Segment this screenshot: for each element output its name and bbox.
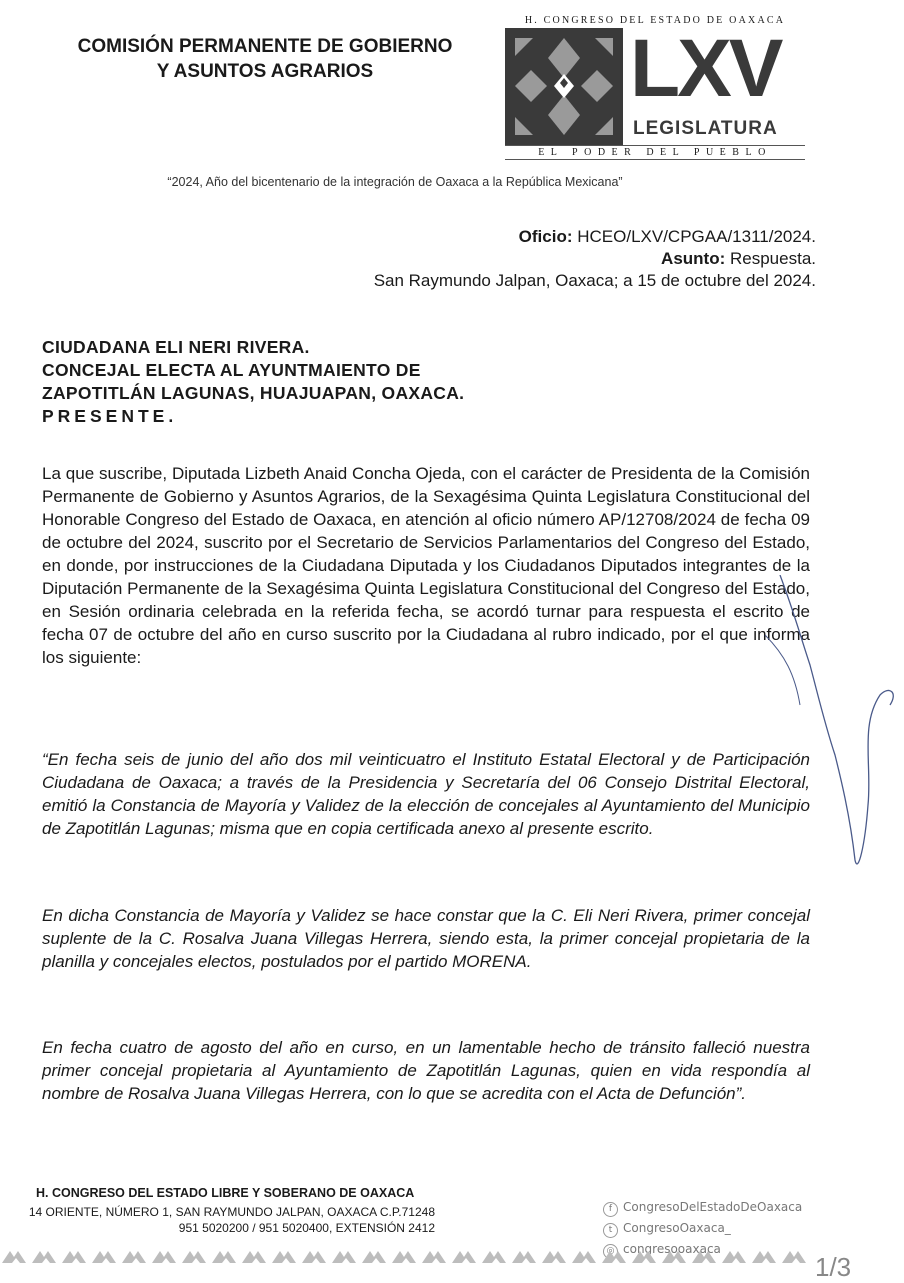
- quote-paragraph-2: En dicha Constancia de Mayoría y Validez se hace constar que la C. Eli Neri Rivera, primer concejal suplente de la C. Rosalva Juana Villegas Herrera, siendo esta, la primer concejal propietaria de la planilla y concejales electos, postulados por el partido MORENA.: [42, 906, 810, 971]
- quote-paragraph-3: En fecha cuatro de agosto del año en curso, en un lamentable hecho de tránsito falleció nuestra primer concejal propietaria al Ayuntamiento de Zapotitlán Lagunas, quien en vida respondía al nombre de Rosalva Juana Villegas Herrera, con lo que se acredita con el Acta de Defunción”.: [42, 1038, 810, 1103]
- year-motto: “2024, Año del bicentenario de la integración de Oaxaca a la República Mexicana”: [167, 175, 623, 189]
- oficio-line: [374, 226, 816, 248]
- addressee-location: ZAPOTITLÁN LAGUNAS, HUAJUAPAN, OAXACA.: [42, 383, 465, 403]
- twitter-icon: t: [603, 1223, 618, 1238]
- asunto-line: [374, 248, 816, 270]
- footer-address-block: [20, 1204, 435, 1236]
- page-number: 1/3: [815, 1252, 852, 1282]
- asunto-label: Asunto:: [661, 249, 726, 268]
- oficio-value: HCEO/LXV/CPGAA/1311/2024.: [577, 227, 816, 246]
- quote-paragraph-1: “En fecha seis de junio del año dos mil veinticuatro el Instituto Estatal Electoral y de Participación Ciudadana de Oaxaca; a través de la Presidencia y Secretaría del 06 Consejo Distrital Electoral, emitió la Constancia de Mayoría y Validez de la elección de concejales al Ayuntamiento del Municipio de Zapotitlán Lagunas; misma que en copia certificada anexo al presente escrito.: [42, 750, 810, 838]
- logo-word: LEGISLATURA: [633, 118, 778, 139]
- addressee-title: CONCEJAL ELECTA AL AYUNTMAIENTO DE: [42, 360, 421, 380]
- twitter-handle: CongresoOaxaca_: [623, 1221, 731, 1235]
- footer-pattern: [0, 1247, 810, 1267]
- addressee-presente: PRESENTE.: [42, 406, 178, 426]
- facebook-handle: CongresoDelEstadoDeOaxaca: [623, 1200, 803, 1214]
- footer-phones: 951 5020200 / 951 5020400, EXTENSIÓN 2412: [178, 1221, 435, 1235]
- commission-line-2: Y ASUNTOS AGRARIOS: [156, 61, 374, 82]
- logo-bottom-text: EL PODER DEL PUEBLO: [505, 145, 805, 160]
- commission-line-1: COMISIÓN PERMANENTE DE GOBIERNO: [77, 36, 453, 57]
- addressee-name: CIUDADANA ELI NERI RIVERA.: [42, 337, 310, 357]
- commission-title: [30, 34, 500, 84]
- place-date: San Raymundo Jalpan, Oaxaca; a 15 de octubre del 2024.: [373, 271, 816, 290]
- asunto-value: Respuesta.: [730, 249, 816, 268]
- logo-top-text: H. CONGRESO DEL ESTADO DE OAXACA: [524, 15, 786, 26]
- footer-title: H. CONGRESO DEL ESTADO LIBRE Y SOBERANO DE OAXACA: [36, 1186, 415, 1200]
- body-paragraph-1: La que suscribe, Diputada Lizbeth Anaid Concha Ojeda, con el carácter de Presidenta de la Comisión Permanente de Gobierno y Asuntos Agrarios, de la Sexagésima Quinta Legislatura Constitucional del Honorable Congreso del Estado de Oaxaca, en atención al oficio número AP/12708/2024 de fecha 09 de octubre del 2024, suscrito por el Secretario de Servicios Parlamentarios del Congreso del Estado, en donde, por instrucciones de la Ciudadana Diputada y los Ciudadanos Diputados integrantes de la Diputación Permanente de la Sexagésima Quinta Legislatura Constitucional del Congreso del Estado, en Sesión ordinaria celebrada en la referida fecha, se acordó turnar para respuesta el escrito de fecha 07 de octubre del año en curso suscrito por la Ciudadana al rubro indicado, por el que informa los siguiente:: [42, 464, 810, 667]
- footer-address: 14 ORIENTE, NÚMERO 1, SAN RAYMUNDO JALPAN, OAXACA C.P.71248: [28, 1205, 435, 1219]
- handwritten-signature-icon: [740, 575, 900, 875]
- facebook-icon: f: [603, 1202, 618, 1217]
- social-facebook: [603, 1200, 802, 1217]
- legislature-logo: [505, 23, 805, 145]
- reference-block: [374, 226, 816, 292]
- addressee-block: [42, 336, 464, 428]
- oficio-label: Oficio:: [518, 227, 573, 246]
- social-twitter: [603, 1221, 731, 1238]
- logo-numeral: LXV: [630, 23, 781, 114]
